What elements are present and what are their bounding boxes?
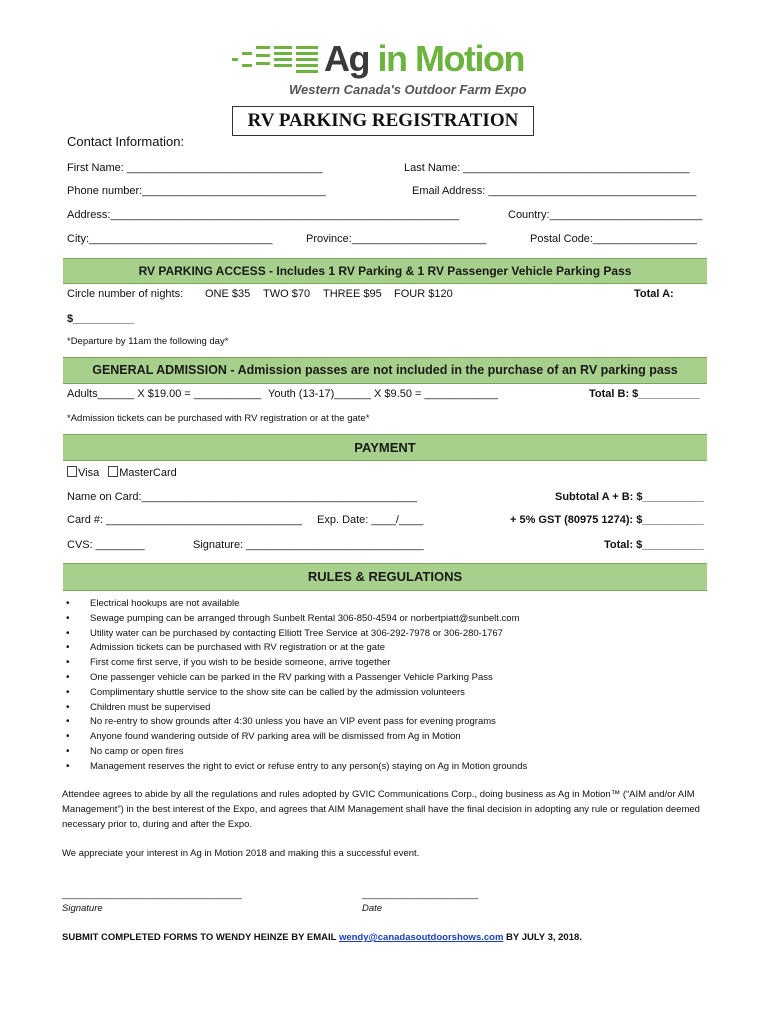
date-label: Date [362, 903, 383, 914]
youth-field[interactable]: Youth (13-17)______ X $9.50 = ____________ [268, 388, 498, 400]
mastercard-checkbox[interactable] [108, 466, 118, 477]
rule-item: • No re-entry to show grounds after 4:30 unless you have an VIP event pass for evening programs [63, 715, 527, 730]
rules-list [63, 597, 527, 775]
rule-item: • Children must be supervised [63, 701, 527, 716]
country-field[interactable]: Country:_________________________ [508, 209, 703, 221]
appreciation-text: We appreciate your interest in Ag in Motion 2018 and making this a successful event. [62, 848, 420, 859]
payment-header: PAYMENT [63, 434, 707, 461]
city-field[interactable]: City:______________________________ [67, 233, 273, 245]
expiry-date-field[interactable]: Exp. Date: ____/____ [317, 514, 424, 526]
total-a-label: Total A: [634, 288, 674, 300]
ag-in-motion-logo [232, 38, 542, 102]
rule-item: • Complimentary shuttle service to the show site can be called by the admission volunteers [63, 686, 527, 701]
rule-item: • One passenger vehicle can be parked in the RV parking with a Passenger Vehicle Parking Pass [63, 671, 527, 686]
province-field[interactable]: Province:______________________ [306, 233, 487, 245]
general-admission-header: GENERAL ADMISSION - Admission passes are not included in the purchase of an RV parking pass [63, 357, 707, 384]
adults-field[interactable]: Adults______ X $19.00 = ___________ [67, 388, 262, 400]
date-line[interactable]: ______________________ [362, 889, 479, 900]
first-name-field[interactable]: First Name: ________________________________ [67, 162, 323, 174]
departure-note: *Departure by 11am the following day* [67, 336, 229, 347]
nights-label: Circle number of nights: [67, 288, 184, 300]
submit-suffix: BY JULY 3, 2018. [506, 932, 582, 943]
rule-item: • Anyone found wandering outside of RV parking area will be dismissed from Ag in Motion [63, 730, 527, 745]
phone-field[interactable]: Phone number:______________________________ [67, 185, 326, 197]
rule-item: • Utility water can be purchased by contacting Elliott Tree Service at 306-292-7978 or 306-280-1767 [63, 627, 527, 642]
night-option-three[interactable]: THREE $95 [323, 288, 382, 300]
logo-wordmark: Ag in Motion [324, 38, 524, 79]
rule-item: • Admission tickets can be purchased with RV registration or at the gate [63, 641, 527, 656]
total-field[interactable]: Total: $__________ [604, 539, 704, 551]
gst-field[interactable]: + 5% GST (80975 1274): $__________ [510, 514, 704, 526]
signature-line[interactable]: __________________________________ [62, 889, 242, 900]
signature-label: Signature [62, 903, 103, 914]
rule-item: • First come first serve, if you wish to be beside someone, arrive together [63, 656, 527, 671]
visa-checkbox[interactable] [67, 466, 77, 477]
postal-code-field[interactable]: Postal Code:_________________ [530, 233, 697, 245]
email-field[interactable]: Email Address: __________________________________ [412, 185, 697, 197]
mastercard-label: MasterCard [119, 467, 177, 479]
admission-note: *Admission tickets can be purchased with RV registration or at the gate* [67, 413, 370, 424]
subtotal-field[interactable]: Subtotal A + B: $__________ [555, 491, 704, 503]
card-type-options [67, 466, 177, 479]
rules-header: RULES & REGULATIONS [63, 563, 707, 591]
submit-instructions [62, 932, 582, 943]
rv-access-header: RV PARKING ACCESS - Includes 1 RV Parking & 1 RV Passenger Vehicle Parking Pass [63, 258, 707, 284]
rule-item: • Electrical hookups are not available [63, 597, 527, 612]
total-b-field[interactable]: Total B: $__________ [589, 388, 700, 400]
page-title: RV PARKING REGISTRATION [232, 106, 534, 136]
card-number-field[interactable]: Card #: ________________________________ [67, 514, 302, 526]
agreement-text: Attendee agrees to abide by all the regulations and rules adopted by GVIC Communications Corp., doing business as Ag in Motion™ (“AIM and/or AIM Management”) in the best interest of the Expo, and agrees that AIM Management shall have the final decision in adopting any rule or regulation deemed necessary prior to, during and after the Expo. [62, 789, 700, 830]
name-on-card-field[interactable]: Name on Card:_____________________________________________ [67, 491, 417, 503]
night-option-four[interactable]: FOUR $120 [394, 288, 453, 300]
cvs-field[interactable]: CVS: ________ [67, 539, 145, 551]
submit-email-link[interactable]: wendy@canadasoutdoorshows.com [338, 932, 504, 943]
night-option-one[interactable]: ONE $35 [205, 288, 251, 300]
total-a-field[interactable]: $__________ [67, 313, 135, 325]
address-field[interactable]: Address:_________________________________________________________ [67, 209, 460, 221]
visa-label: Visa [78, 467, 100, 479]
logo-speed-bars-icon [232, 46, 322, 74]
rule-item: • No camp or open fires [63, 745, 527, 760]
night-option-two[interactable]: TWO $70 [263, 288, 311, 300]
last-name-field[interactable]: Last Name: _____________________________________ [404, 162, 690, 174]
payment-signature-field[interactable]: Signature: _____________________________ [193, 539, 424, 551]
rule-item: • Management reserves the right to evict or refuse entry to any person(s) staying on Ag in Motion grounds [63, 760, 527, 775]
contact-heading: Contact Information: [67, 134, 185, 149]
logo-tagline: Western Canada's Outdoor Farm Expo [289, 82, 527, 97]
submit-prefix: SUBMIT COMPLETED FORMS TO WENDY HEINZE BY EMAIL [62, 932, 337, 943]
rule-item: • Sewage pumping can be arranged through Sunbelt Rental 306-850-4594 or norbertpiatt@sunbelt.com [63, 612, 527, 627]
